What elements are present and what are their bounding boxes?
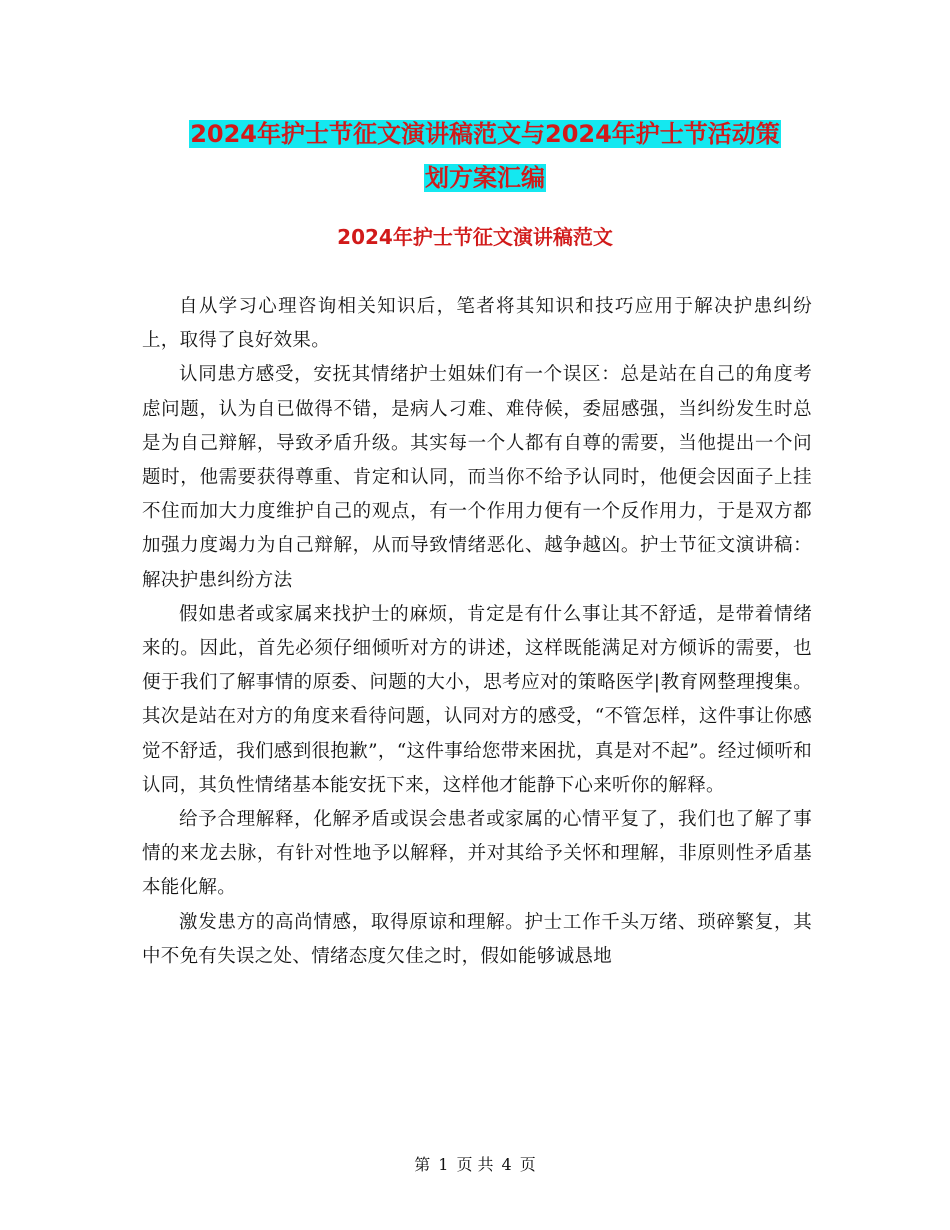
footer-total-pages: 4 <box>501 1155 512 1174</box>
footer-prefix: 第 <box>414 1155 431 1174</box>
paragraph-2: 认同患方感受，安抚其情绪护士姐妹们有一个误区：总是站在自己的角度考虑问题，认为自已做得不错，是病人刁难、难侍候，委屈感强，当纠纷发生时总是为自己辩解，导致矛盾升级。其实每一个人都有自尊的需要，当他提出一个问题时，他需要获得尊重、肯定和认同，而当你不给予认同时，他便会因面子上挂不住而加大力度维护自己的观点，有一个作用力便有一个反作用力，于是双方都加强力度竭力为自己辩解，从而导致情绪恶化、越争越凶。护士节征文演讲稿：解决护患纠纷方法 <box>142 364 812 591</box>
document-title <box>140 112 830 200</box>
footer-page-number: 1 <box>438 1155 449 1174</box>
paragraph-5: 激发患方的高尚情感，取得原谅和理解。护士工作千头万绪、琐碎繁复，其中不免有失误之处、情绪态度欠佳之时，假如能够诚恳地 <box>142 911 812 967</box>
footer-middle: 页 共 <box>456 1155 494 1174</box>
document-body <box>142 290 812 974</box>
paragraph-3: 假如患者或家属来找护士的麻烦，肯定是有什么事让其不舒适，是带着情绪来的。因此，首先必须仔细倾听对方的讲述，这样既能满足对方倾诉的需要，也便于我们了解事情的原委、问题的大小，思考应对的策略医学|教育网整理搜集。其次是站在对方的角度来看待问题，认同对方的感受，“不管怎样，这件事让你感觉不舒适，我们感到很抱歉”，“这件事给您带来困扰，真是对不起”。经过倾听和认同，其负性情绪基本能安抚下来，这样他才能静下心来听你的解释。 <box>142 603 812 796</box>
document-title-line2: 划方案汇编 <box>425 164 545 192</box>
page-footer <box>0 1154 950 1176</box>
paragraph-4: 给予合理解释，化解矛盾或误会患者或家属的心情平复了，我们也了解了事情的来龙去脉，有针对性地予以解释，并对其给予关怀和理解，非原则性矛盾基本能化解。 <box>142 809 812 899</box>
section-title: 2024年护士节征文演讲稿范文 <box>337 225 613 249</box>
document-title-line1: 2024年护士节征文演讲稿范文与2024年护士节活动策 <box>190 120 780 148</box>
footer-suffix: 页 <box>519 1155 536 1174</box>
paragraph-1: 自从学习心理咨询相关知识后，笔者将其知识和技巧应用于解决护患纠纷上，取得了良好效果。 <box>142 296 812 352</box>
